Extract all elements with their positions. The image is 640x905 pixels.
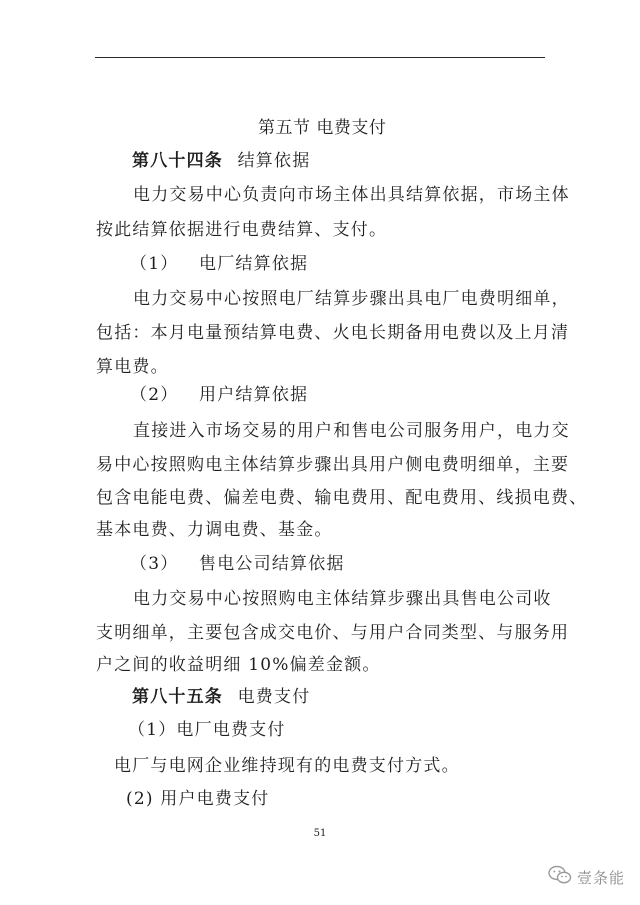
item-2-heading xyxy=(130,384,308,406)
article-84-heading xyxy=(132,150,310,172)
watermark xyxy=(548,866,625,888)
item-3-title: 售电公司结算依据 xyxy=(199,554,345,574)
article-85-title: 电费支付 xyxy=(237,687,311,707)
item-2-title: 用户结算依据 xyxy=(199,385,309,405)
section-title: 第五节 电费支付 xyxy=(258,118,387,138)
header-rule xyxy=(95,57,545,58)
article-85-sub-1-line: 电厂与电网企业维持现有的电费支付方式。 xyxy=(114,756,460,776)
watermark-text: 壹条能 xyxy=(577,868,626,887)
item-1-heading xyxy=(130,253,308,275)
page-number: 51 xyxy=(313,828,327,839)
item-2-number: （2） xyxy=(130,385,179,405)
article-85-sub-2: (2) 用户电费支付 xyxy=(126,789,270,809)
item-3-heading xyxy=(130,553,345,575)
item-1-line-1: 电力交易中心按照电厂结算步骤出具电厂电费明细单， xyxy=(133,289,570,309)
item-2-line-1: 直接进入市场交易的用户和售电公司服务用户，电力交 xyxy=(133,421,570,441)
item-3-line-3: 户之间的收益明细 10%偏差金额。 xyxy=(96,655,381,675)
article-84-para-line-1: 电力交易中心负责向市场主体出具结算依据，市场主体 xyxy=(133,185,570,205)
item-2-line-2: 易中心按照购电主体结算步骤出具用户侧电费明细单，主要 xyxy=(96,455,570,475)
item-3-number: （3） xyxy=(130,554,179,574)
item-2-line-3: 包含电能电费、偏差电费、输电费用、配电费用、线损电费、 xyxy=(96,488,588,508)
wechat-icon xyxy=(548,865,572,889)
item-3-line-2: 支明细单，主要包含成交电价、与用户合同类型、与服务用 xyxy=(96,623,570,643)
item-2-line-4: 基本电费、力调电费、基金。 xyxy=(96,520,333,540)
item-1-title: 电厂结算依据 xyxy=(199,254,309,274)
article-85-sub-1: （1）电厂电费支付 xyxy=(128,720,286,740)
item-3-line-1: 电力交易中心按照购电主体结算步骤出具售电公司收 xyxy=(133,589,552,609)
article-84-title: 结算依据 xyxy=(237,151,311,171)
item-1-line-3: 算电费。 xyxy=(96,357,169,377)
item-1-number: （1） xyxy=(130,254,179,274)
article-85-heading xyxy=(132,686,310,708)
article-84-number: 第八十四条 xyxy=(132,151,223,171)
article-84-para-line-2: 按此结算依据进行电费结算、支付。 xyxy=(96,220,388,240)
item-1-line-2: 包括：本月电量预结算电费、火电长期备用电费以及上月清 xyxy=(96,323,570,343)
article-85-number: 第八十五条 xyxy=(132,687,223,707)
